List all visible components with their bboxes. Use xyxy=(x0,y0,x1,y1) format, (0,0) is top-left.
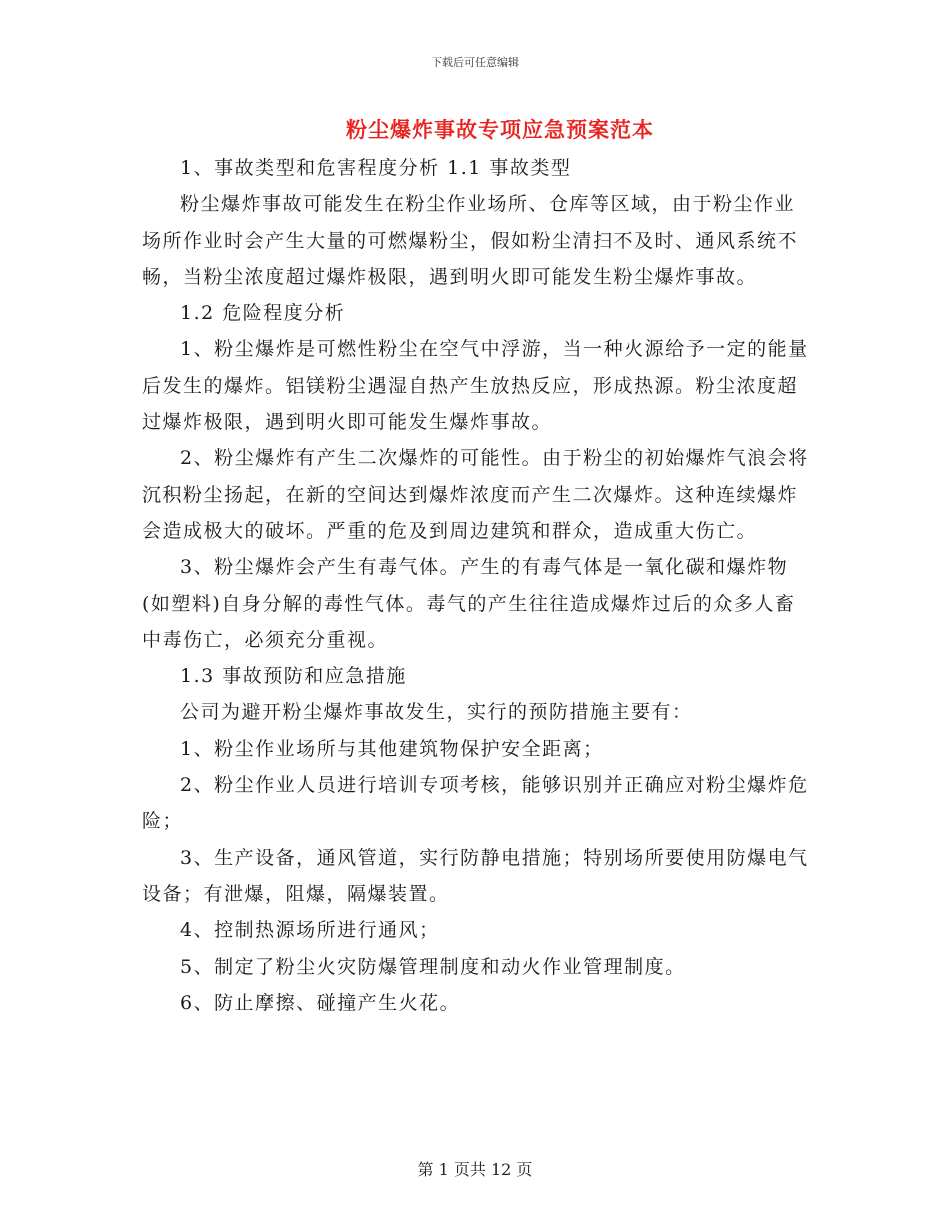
document-title: 粉尘爆炸事故专项应急预案范本 xyxy=(346,117,654,142)
paragraph: 公司为避开粉尘爆炸事故发生，实行的预防措施主要有： xyxy=(180,701,693,724)
paragraph-subheading: 1.3 事故预防和应急措施 xyxy=(180,665,407,688)
page-footer: 第 1 页共 12 页 xyxy=(417,1160,533,1179)
list-item: 4、控制热源场所进行通风； xyxy=(180,919,440,942)
list-item: 3、生产设备，通风管道，实行防静电措施；特别场所要使用防爆电气设备；有泄爆，阻爆，隔爆装置。 xyxy=(142,846,809,905)
list-item: 5、制定了粉尘火灾防爆管理制度和动火作业管理制度。 xyxy=(180,955,686,978)
paragraph: 粉尘爆炸事故可能发生在粉尘作业场所、仓库等区域，由于粉尘作业场所作业时会产生大量的可燃爆粉尘，假如粉尘清扫不及时、通风系统不畅，当粉尘浓度超过爆炸极限，遇到明火即可能发生粉尘爆炸事故。 xyxy=(142,193,799,288)
list-item: 6、防止摩擦、碰撞产生火花。 xyxy=(180,991,461,1014)
list-item: 1、粉尘作业场所与其他建筑物保护安全距离； xyxy=(180,737,604,760)
paragraph: 3、粉尘爆炸会产生有毒气体。产生的有毒气体是一氧化碳和爆炸物(如塑料)自身分解的毒性气体。毒气的产生往往造成爆炸过后的众多人畜中毒伤亡，必须充分重视。 xyxy=(142,556,796,651)
paragraph-section-heading: 1、事故类型和危害程度分析 1.1 事故类型 xyxy=(180,157,572,179)
list-item: 2、粉尘作业人员进行培训专项考核，能够识别并正确应对粉尘爆炸危险； xyxy=(142,774,809,833)
paragraph: 1、粉尘爆炸是可燃性粉尘在空气中浮游，当一种火源给予一定的能量后发生的爆炸。铝镁粉尘遇湿自热产生放热反应，形成热源。粉尘浓度超过爆炸极限，遇到明火即可能发生爆炸事故。 xyxy=(142,338,809,434)
document-body xyxy=(142,150,810,1021)
paragraph-subheading: 1.2 危险程度分析 xyxy=(180,302,346,325)
header-note: 下载后可任意编辑 xyxy=(431,56,519,69)
paragraph: 2、粉尘爆炸有产生二次爆炸的可能性。由于粉尘的初始爆炸气浪会将沉积粉尘扬起，在新的空间达到爆炸浓度而产生二次爆炸。这种连续爆炸会造成极大的破坏。严重的危及到周边建筑和群众，造成重大伤亡。 xyxy=(142,447,809,542)
